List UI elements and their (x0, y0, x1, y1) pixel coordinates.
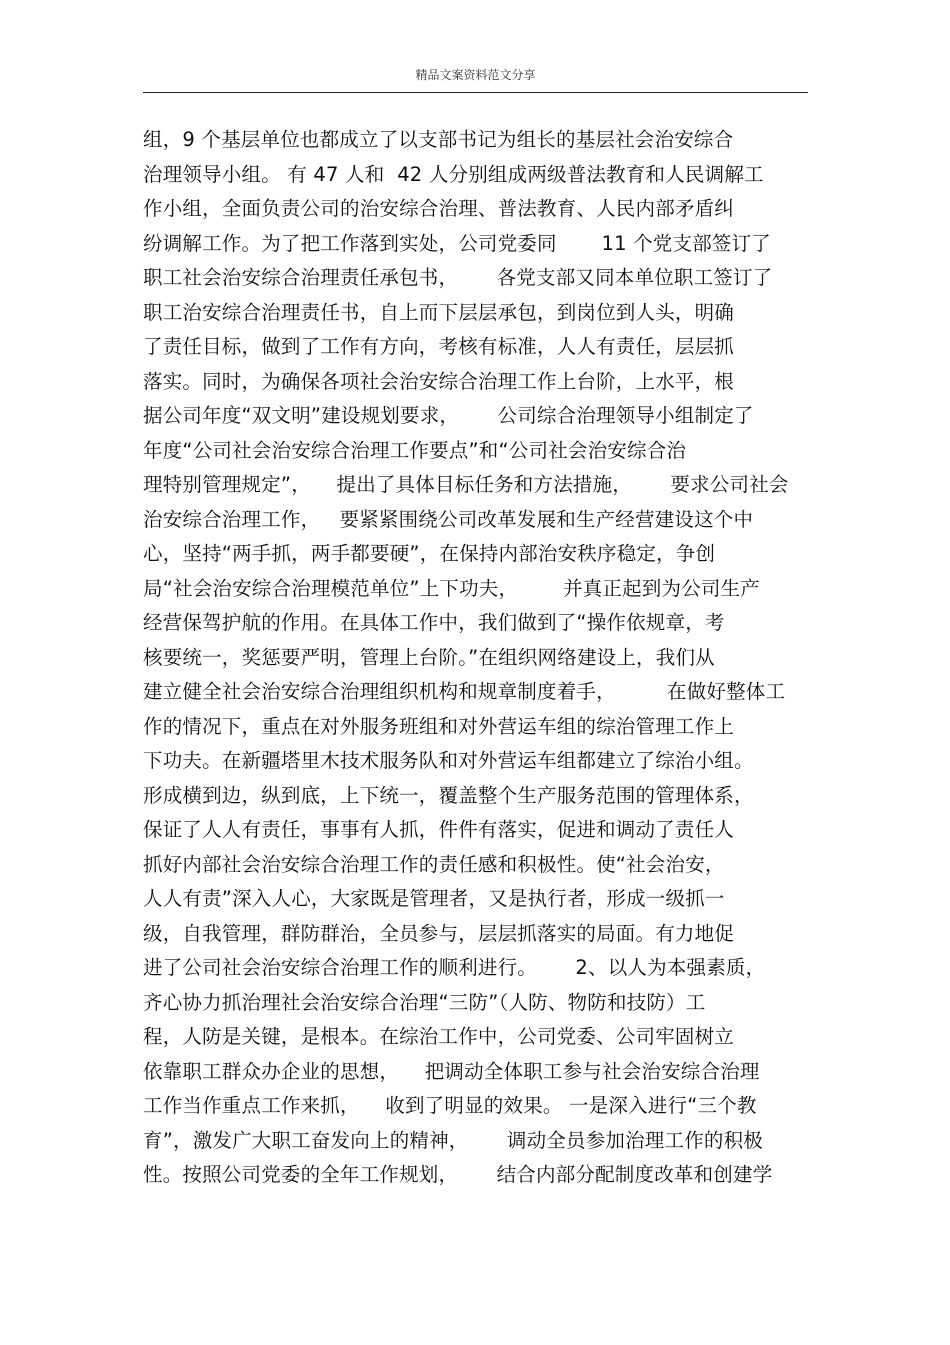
body-line: 依靠职工群众办企业的思想， 把调动全体职工参与社会治安综合治理 (143, 1059, 760, 1083)
header-divider (143, 92, 808, 93)
body-line: 落实。同时，为确保各项社会治安综合治理工作上台阶，上水平，根 (143, 369, 735, 393)
body-line: 下功夫。在新疆塔里木技术服务队和对外营运车组都建立了综治小组。 (143, 749, 754, 772)
body-line: 纷调解工作。为了把工作落到实处，公司党委同 11 个党支部签订了 (143, 231, 772, 255)
body-line: 作的情况下，重点在对外服务班组和对外营运车组的综治管理工作上 (143, 714, 735, 738)
body-line: 组，9 个基层单位也都成立了以支部书记为组长的基层社会治安综合 (143, 128, 734, 151)
body-line: 建立健全社会治安综合治理组织机构和规章制度着手， 在做好整体工 (143, 680, 786, 703)
body-line: 核要统一，奖惩要严明，管理上台阶。”在组织网络建设上，我们从 (143, 645, 715, 669)
body-line: 了责任目标，做到了工作有方向，考核有标准，人人有责任，层层抓 (143, 335, 735, 358)
body-line: 性。按照公司党委的全年工作规划， 结合内部分配制度改革和创建学 (143, 1163, 773, 1186)
body-line: 保证了人人有责任，事事有人抓，件件有落实，促进和调动了责任人 (143, 818, 735, 841)
body-line: 抓好内部社会治安综合治理工作的责任感和积极性。使“社会治安， (143, 852, 725, 876)
body-line: 经营保驾护航的作用。在具体工作中，我们做到了“操作依规章，考 (143, 611, 725, 634)
body-line: 据公司年度“双文明”建设规划要求， 公司综合治理领导小组制定了 (143, 404, 754, 427)
body-line: 级，自我管理，群防群治，全员参与，层层抓落实的局面。有力地促 (143, 921, 735, 945)
page-header: 精品文案资料范文分享 (415, 68, 536, 82)
body-line: 职工社会治安综合治理责任承包书， 各党支部又同本单位职工签订了 (143, 266, 773, 289)
body-line: 齐心协力抓治理社会治安综合治理“三防”（人防、物防和技防）工 (143, 990, 706, 1014)
body-line: 育”，激发广大职工奋发向上的精神， 调动全员参加治理工作的积极 (143, 1128, 763, 1152)
body-line: 治理领导小组。 有 47 人和 42 人分别组成两级普法教育和人民调解工 (143, 162, 764, 186)
body-line: 工作当作重点工作来抓， 收到了明显的效果。 一是深入进行“三个教 (143, 1094, 757, 1117)
body-line: 进了公司社会治安综合治理工作的顺利进行。 2、以人为本强素质， (143, 956, 766, 979)
body-line: 理特别管理规定”， 提出了具体目标任务和方法措施， 要求公司社会 (143, 473, 789, 496)
body-line: 治安综合治理工作， 要紧紧围绕公司改革发展和生产经营建设这个中 (143, 507, 754, 531)
body-line: 形成横到边，纵到底，上下统一，覆盖整个生产服务范围的管理体系， (143, 783, 754, 807)
body-line: 局“社会治安综合治理模范单位”上下功夫， 并真正起到为公司生产 (143, 576, 760, 600)
body-line: 人人有责”深入人心，大家既是管理者，又是执行者，形成一级抓一 (143, 887, 725, 910)
body-line: 程，人防是关键，是根本。在综治工作中，公司党委、公司牢固树立 (143, 1025, 735, 1048)
body-line: 职工治安综合治理责任书，自上而下层层承包，到岗位到人头，明确 (143, 300, 735, 324)
body-line: 作小组，全面负责公司的治安综合治理、普法教育、人民内部矛盾纠 (143, 197, 735, 220)
document-body (143, 123, 813, 1193)
body-line: 心，坚持“两手抓，两手都要硬”，在保持内部治安秩序稳定，争创 (143, 542, 716, 565)
body-line: 年度“公司社会治安综合治理工作要点”和“公司社会治安综合治 (143, 438, 687, 462)
